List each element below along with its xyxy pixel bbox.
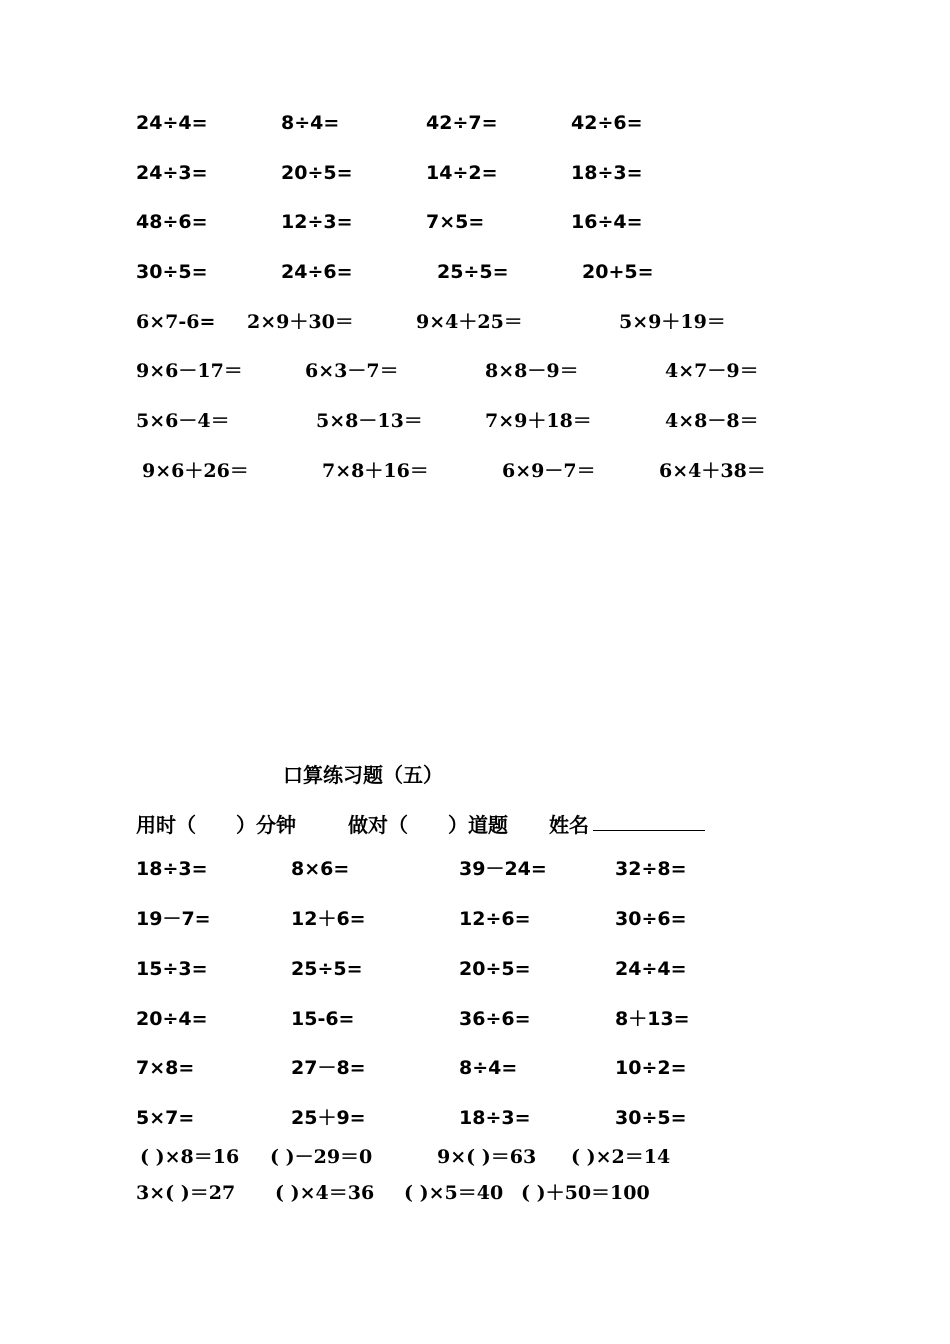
problem: 25＋9= <box>291 1107 366 1129</box>
problem: 8×6= <box>291 858 350 880</box>
problem: 3×( )＝27 <box>136 1182 236 1204</box>
problem: 18÷3= <box>136 858 208 880</box>
problem: 25÷5= <box>291 958 363 980</box>
problem: 12÷6= <box>459 908 531 930</box>
problem: 42÷6= <box>571 112 643 134</box>
problem: 7×9＋18＝ <box>485 410 592 432</box>
problem: 20+5= <box>582 261 654 283</box>
problem: 8÷4= <box>281 112 340 134</box>
problem: 2×9＋30＝ <box>247 311 354 333</box>
problem: 4×7－9＝ <box>665 360 759 382</box>
problem: 20÷5= <box>281 162 353 184</box>
problem: ( )＋50＝100 <box>521 1182 650 1204</box>
problem: 15-6= <box>291 1008 355 1030</box>
problem: ( )×8＝16 <box>140 1146 240 1168</box>
problem: 6×3－7＝ <box>305 360 399 382</box>
problem: 10÷2= <box>615 1057 687 1079</box>
problem: ( )×2＝14 <box>571 1146 671 1168</box>
name-label: 姓名 <box>549 813 589 837</box>
problem: 25÷5= <box>437 261 509 283</box>
problem: 12＋6= <box>291 908 366 930</box>
worksheet-title: 口算练习题（五） <box>283 763 443 787</box>
problem: 24÷3= <box>136 162 208 184</box>
problem: 20÷5= <box>459 958 531 980</box>
problem: 30÷5= <box>615 1107 687 1129</box>
problem: 6×9－7＝ <box>502 460 596 482</box>
problem: 16÷4= <box>571 211 643 233</box>
problem: 5×7= <box>136 1107 195 1129</box>
problem: ( )－29＝0 <box>270 1146 373 1168</box>
problem: 5×9＋19＝ <box>619 311 726 333</box>
problem: 30÷5= <box>136 261 208 283</box>
problem: ( )×5＝40 <box>404 1182 504 1204</box>
problem: 9×6－17＝ <box>136 360 243 382</box>
problem: 9×4＋25＝ <box>416 311 523 333</box>
problem: 32÷8= <box>615 858 687 880</box>
problem: 15÷3= <box>136 958 208 980</box>
problem: 24÷6= <box>281 261 353 283</box>
problem: 19－7= <box>136 908 211 930</box>
problem: 18÷3= <box>571 162 643 184</box>
problem: 24÷4= <box>615 958 687 980</box>
problem: 30÷6= <box>615 908 687 930</box>
problem: 36÷6= <box>459 1008 531 1030</box>
problem: 42÷7= <box>426 112 498 134</box>
problem: 8×8－9＝ <box>485 360 579 382</box>
correct-count-label: 做对（ ）道题 <box>348 813 508 837</box>
problem: 7×5= <box>426 211 485 233</box>
problem: 8＋13= <box>615 1008 690 1030</box>
problem: 4×8－8＝ <box>665 410 759 432</box>
problem: 12÷3= <box>281 211 353 233</box>
problem: 9×( )＝63 <box>437 1146 537 1168</box>
problem: 27－8= <box>291 1057 366 1079</box>
name-blank[interactable] <box>593 830 705 831</box>
problem: 9×6＋26＝ <box>142 460 249 482</box>
problem: 5×8－13＝ <box>316 410 423 432</box>
problem: 24÷4= <box>136 112 208 134</box>
problem: 6×7-6= <box>136 311 216 333</box>
problem: 7×8= <box>136 1057 195 1079</box>
problem: 20÷4= <box>136 1008 208 1030</box>
time-label: 用时（ ）分钟 <box>136 813 296 837</box>
problem: ( )×4＝36 <box>275 1182 375 1204</box>
problem: 7×8＋16＝ <box>322 460 429 482</box>
problem: 48÷6= <box>136 211 208 233</box>
problem: 39－24= <box>459 858 547 880</box>
problem: 6×4＋38＝ <box>659 460 766 482</box>
problem: 8÷4= <box>459 1057 518 1079</box>
problem: 18÷3= <box>459 1107 531 1129</box>
problem: 14÷2= <box>426 162 498 184</box>
problem: 5×6－4＝ <box>136 410 230 432</box>
